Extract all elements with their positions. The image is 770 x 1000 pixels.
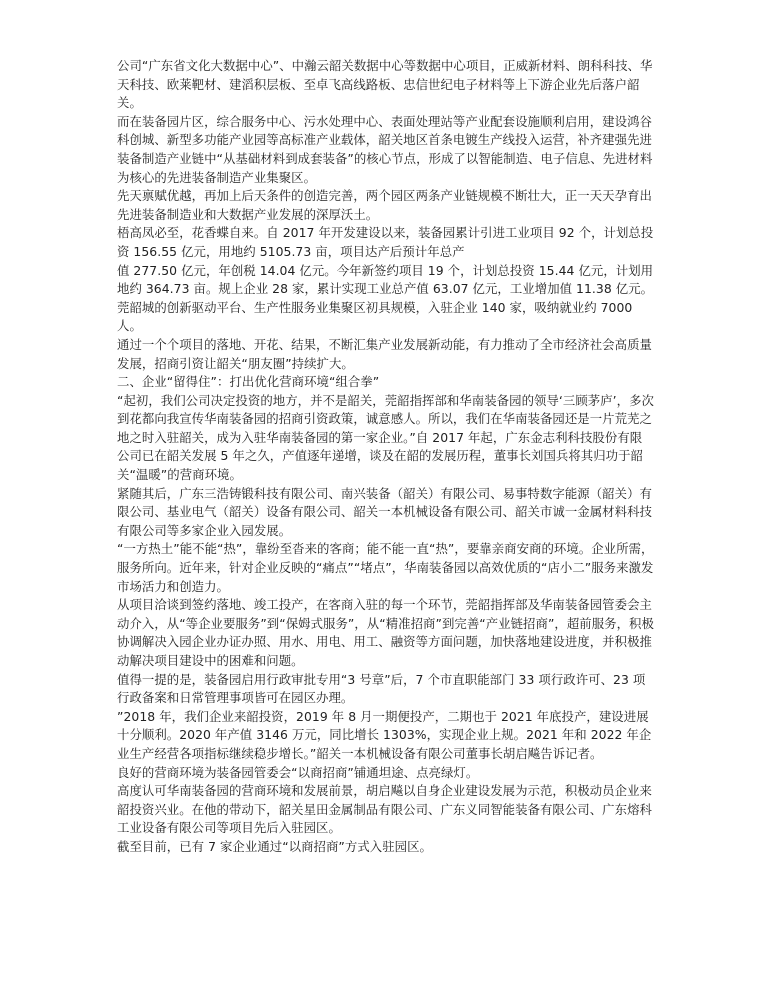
- paragraph-first-enterprise: “起初，我们公司决定投资的地方，并不是韶关，莞韶指挥部和华南装备园的领导‘三顾茅庐’，多次到花都向我宣传华南装备园的招商引资政策，诚意感人。所以，我们在华南装备园还是一片荒芜之地之时入驻韶关，成为入驻华南装备园的第一家企业。”自 2017 年起，广东金志利科技股份有限公司已在韶关发展 5 年之久，产值逐年递增，谈及在韶的发展历程，董事长刘国兵将其归功于韶关“温暖”的营商环境。: [117, 392, 654, 483]
- paragraph-friend-circle: 通过一个个项目的落地、开花、结果，不断汇集产业发展新动能，有力推动了全市经济社会高质量发展，招商引资让韶关“朋友圈”持续扩大。: [117, 336, 652, 371]
- paragraph-summary: 截至目前，已有 7 家企业通过“以商招商”方式入驻园区。: [117, 838, 432, 854]
- paragraph-investment-stats: 梧高凤必至，花香蝶自来。自 2017 年开发建设以来，装备园累计引进工业项目 92 个，计划总投资 156.55 亿元，用地约 5105.73 亩，项目达产后预计年总产: [117, 225, 654, 259]
- paragraph-following-companies: 紧随其后，广东三浩铸锻科技有限公司、南兴装备（韶关）有限公司、易事特数字能源（韶关）有限公司、基业电气（韶关）设备有限公司、韶关一本机械设备有限公司、韶关市诚一金属材料科技有限公司等多家企业入园发展。: [117, 485, 652, 538]
- paragraph-quote-growth: ”2018 年，我们企业来韶投资，2019 年 8 月一期便投产，二期也于 2021 年底投产，建设进展十分顺利。2020 年产值 3146 万元，同比增长 1303%，实现企业上规。2021 年和 2022 年企业生产经营各项指标继续稳步增长。”韶关一本机械设备有限公司董事长胡启飚告诉记者。: [117, 708, 652, 761]
- paragraph-business-environment: “一方热土”能不能“热”，靠纷至沓来的客商；能不能一直“热”，要靠亲商安商的环境。企业所需，服务所向。近年来，针对企业反映的“痛点”“堵点”，华南装备园以高效优质的“店小二”服务来激发市场活力和创造力。: [117, 541, 654, 594]
- paragraph-demonstration: 高度认可华南装备园的营商环境和发展前景，胡启飚以自身企业建设发展为示范，积极动员企业来韶投资兴业。在他的带动下，韶关星田金属制品有限公司、广东义同智能装备有限公司、广东熔科工业设备有限公司等项目先后入驻园区。: [117, 783, 652, 836]
- paragraph-natural-advantage: 先天禀赋优越，再加上后天条件的创造完善，两个园区两条产业链规模不断壮大，正一天天孕育出先进装备制造业和大数据产业发展的深厚沃土。: [117, 188, 652, 222]
- paragraph-approval-seal: 值得一提的是，装备园启用行政审批专用“3 号章”后，7 个市直职能部门 33 项行政许可、23 项行政备案和日常管理事项皆可在园区办理。: [117, 671, 646, 706]
- section-heading: 二、企业“留得住”：打出优化营商环境“组合拳”: [117, 374, 380, 390]
- article-body: [117, 57, 654, 857]
- paragraph-industry-projects: 公司“广东省文化大数据中心”、中瀚云韶关数据中心等数据中心项目，正威新材料、朗科科技、华天科技、欧莱靶材、建滔积层板、至卓飞高线路板、忠信世纪电子材料等上下游企业先后落户韶关。: [117, 58, 653, 111]
- paragraph-output-stats: 值 277.50 亿元，年创税 14.04 亿元。今年新签约项目 19 个，计划总投资 15.44 亿元，计划用地约 364.73 亩。规上企业 28 家，累计实现工业总产值 63.07 亿元，工业增加值 11.38 亿元。莞韶城的创新驱动平台、生产性服务业集聚区初具规模，入驻企业 140 家，吸纳就业约 7000 人。: [117, 262, 654, 334]
- paragraph-investment-by-business: 良好的营商环境为装备园管委会“以商招商”铺通坦途、点亮绿灯。: [117, 764, 479, 780]
- paragraph-equipment-park: 而在装备园片区，综合服务中心、污水处理中心、表面处理站等产业配套设施顺利启用，建设鸿谷科创城、新型多功能产业园等高标准产业载体，韶关地区首条电镀生产线投入运营，补齐建强先进装备制造产业链中“从基础材料到成套装备”的核心节点，形成了以智能制造、电子信息、先进材料为核心的先进装备制造产业集聚区。: [117, 113, 653, 185]
- paragraph-service-process: 从项目洽谈到签约落地、竣工投产，在客商入驻的每一个环节，莞韶指挥部及华南装备园管委会主动介入，从“等企业要服务”到“保姆式服务”，从“精准招商”到完善“产业链招商”，超前服务，积极协调解决入园企业办证办照、用水、用电、用工、融资等方面问题，加快落地建设进度，并积极推动解决项目建设中的困难和问题。: [117, 597, 654, 668]
